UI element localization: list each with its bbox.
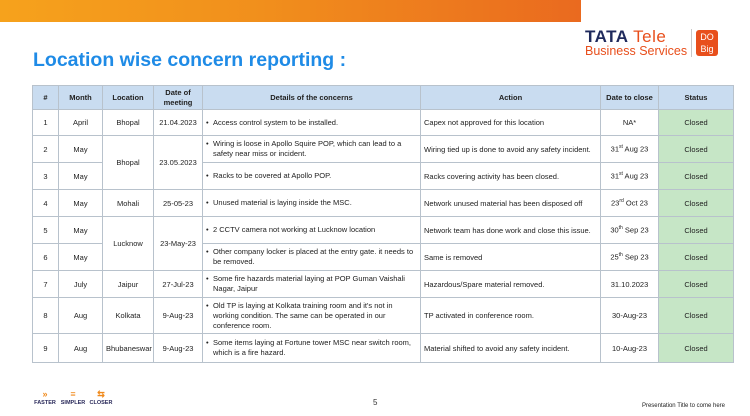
header-cell: Month <box>59 86 103 110</box>
status-cell: Closed <box>659 190 734 217</box>
concern-text: Old TP is laying at Kolkata training room and it's not in working condition. The same can be operated in our conference room. <box>213 300 393 330</box>
close-date-cell <box>601 163 659 190</box>
row-number: 9 <box>33 334 59 363</box>
stack-icon: ≡ <box>70 389 76 399</box>
logo-brand-tata: TATA <box>585 27 628 46</box>
month-cell: Aug <box>59 334 103 363</box>
footer-faster-label: FASTER <box>34 400 56 406</box>
location-cell: Bhubaneswar <box>103 334 154 363</box>
action-cell: Material shifted to avoid any safety incident. <box>421 334 601 363</box>
dobig-badge-line-2: Big <box>700 44 714 54</box>
action-cell: Capex not approved for this location <box>421 110 601 136</box>
double-chevron-icon: » <box>42 389 48 399</box>
bullet-icon: • <box>206 300 209 310</box>
month-cell: May <box>59 244 103 271</box>
close-date-suffix: th <box>618 225 623 232</box>
concern-text: Some items laying at Fortune tower MSC near switch room, which is a fire hazard. <box>213 338 411 357</box>
close-date-day: 31 <box>610 171 619 181</box>
close-date-suffix: th <box>618 252 623 259</box>
action-cell: Network team has done work and close this issue. <box>421 217 601 244</box>
concern-cell <box>203 217 421 244</box>
header-cell: # <box>33 86 59 110</box>
status-cell: Closed <box>659 136 734 163</box>
tata-tele-logo <box>585 27 725 59</box>
bullet-icon: • <box>206 139 209 148</box>
close-date-cell <box>601 136 659 163</box>
action-cell: Same is removed <box>421 244 601 271</box>
table-header-row <box>33 86 734 110</box>
month-cell: May <box>59 163 103 190</box>
action-cell: Wiring tied up is done to avoid any safety incident. <box>421 136 601 163</box>
close-date-cell: 10-Aug-23 <box>601 334 659 363</box>
meeting-date-cell: 9-Aug-23 <box>154 334 203 363</box>
month-cell: Aug <box>59 298 103 334</box>
close-date-month: Aug 23 <box>622 171 649 181</box>
header-cell: Date to close <box>601 86 659 110</box>
concern-cell <box>203 244 421 271</box>
close-date-cell <box>601 244 659 271</box>
action-cell: Hazardous/Spare material removed. <box>421 271 601 298</box>
footer-faster <box>30 390 60 406</box>
bullet-icon: • <box>206 171 209 180</box>
location-cell: Bhopal <box>103 136 154 190</box>
bullet-icon: • <box>206 198 209 207</box>
concern-text: 2 CCTV camera not working at Lucknow location <box>213 225 376 234</box>
row-number: 3 <box>33 163 59 190</box>
row-number: 2 <box>33 136 59 163</box>
row-number: 8 <box>33 298 59 334</box>
row-number: 4 <box>33 190 59 217</box>
concern-text: Other company locker is placed at the entry gate. it needs to be removed. <box>213 247 414 266</box>
status-cell: Closed <box>659 217 734 244</box>
header-cell: Location <box>103 86 154 110</box>
bullet-icon: • <box>206 274 209 283</box>
bullet-icon: • <box>206 247 209 256</box>
concern-cell <box>203 136 421 163</box>
month-cell: May <box>59 190 103 217</box>
dobig-badge <box>696 30 718 56</box>
meeting-date-cell: 21.04.2023 <box>154 110 203 136</box>
page-number: 5 <box>373 398 378 407</box>
row-number: 7 <box>33 271 59 298</box>
concern-cell <box>203 110 421 136</box>
concern-text: Some fire hazards material laying at POP Guman Vaishali Nagar, Jaipur <box>213 274 405 293</box>
row-number: 6 <box>33 244 59 271</box>
month-cell: April <box>59 110 103 136</box>
concern-cell <box>203 298 421 334</box>
logo-subtitle: Business Services <box>585 44 688 58</box>
handshake-icon: ⇆ <box>97 389 105 399</box>
footer-simpler <box>58 390 88 406</box>
dobig-badge-line-1: DO <box>700 32 714 42</box>
concern-text: Access control system to be installed. <box>213 117 339 127</box>
close-date-suffix: rd <box>619 198 624 205</box>
status-cell: Closed <box>659 244 734 271</box>
concern-cell <box>203 163 421 190</box>
concern-cell <box>203 190 421 217</box>
meeting-date-cell: 25-05-23 <box>154 190 203 217</box>
close-date-cell <box>601 217 659 244</box>
close-date-cell: 30-Aug-23 <box>601 298 659 334</box>
row-number: 1 <box>33 110 59 136</box>
page-title: Location wise concern reporting : <box>33 49 347 71</box>
meeting-date-cell: 9-Aug-23 <box>154 298 203 334</box>
concern-table <box>32 85 734 363</box>
bullet-icon: • <box>206 338 209 347</box>
table-row <box>33 190 734 217</box>
month-cell: May <box>59 217 103 244</box>
concern-cell <box>203 334 421 363</box>
close-date-month: Sep 23 <box>622 252 649 262</box>
table-row <box>33 110 734 136</box>
close-date-month: Aug 23 <box>622 144 649 154</box>
close-date-day: 25 <box>610 252 619 262</box>
action-cell: TP activated in conference room. <box>421 298 601 334</box>
close-date-cell: NA* <box>601 110 659 136</box>
header-cell: Date of meeting <box>154 86 203 110</box>
presentation-title: Presentation Title to come here <box>641 403 725 409</box>
logo-brand-tele: Tele <box>633 27 667 46</box>
meeting-date-cell: 23-May-23 <box>154 217 203 271</box>
location-cell: Bhopal <box>103 110 154 136</box>
action-cell: Racks covering activity has been closed. <box>421 163 601 190</box>
concern-text: Wiring is loose in Apollo Squire POP, which can lead to a safety near miss or incident. <box>213 139 402 158</box>
close-date-cell: 31.10.2023 <box>601 271 659 298</box>
month-cell: July <box>59 271 103 298</box>
close-date-day: 31 <box>610 144 619 154</box>
logo-divider <box>691 29 692 57</box>
table-row <box>33 298 734 334</box>
status-cell: Closed <box>659 334 734 363</box>
table-row <box>33 334 734 363</box>
month-cell: May <box>59 136 103 163</box>
top-accent-bar <box>0 0 581 22</box>
footer-closer <box>86 390 116 406</box>
status-cell: Closed <box>659 298 734 334</box>
close-date-day: 23 <box>611 198 620 208</box>
header-cell: Details of the concerns <box>203 86 421 110</box>
close-date-day: 30 <box>610 225 619 235</box>
meeting-date-cell: 23.05.2023 <box>154 136 203 190</box>
meeting-date-cell: 27-Jul-23 <box>154 271 203 298</box>
row-number: 5 <box>33 217 59 244</box>
close-date-month: Oct 23 <box>623 198 648 208</box>
footer-simpler-label: SIMPLER <box>60 400 86 406</box>
status-cell: Closed <box>659 271 734 298</box>
close-date-suffix: st <box>619 144 623 151</box>
close-date-cell <box>601 190 659 217</box>
location-cell: Kolkata <box>103 298 154 334</box>
location-cell: Mohali <box>103 190 154 217</box>
concern-text: Racks to be covered at Apollo POP. <box>213 171 332 180</box>
action-cell: Network unused material has been disposed off <box>421 190 601 217</box>
location-cell: Lucknow <box>103 217 154 271</box>
table-row <box>33 217 734 244</box>
header-cell: Status <box>659 86 734 110</box>
location-cell: Jaipur <box>103 271 154 298</box>
table-row <box>33 136 734 163</box>
footer-closer-label: CLOSER <box>89 400 113 406</box>
table-row <box>33 271 734 298</box>
concern-cell <box>203 271 421 298</box>
bullet-icon: • <box>206 117 209 127</box>
concern-text: Unused material is laying inside the MSC. <box>213 198 352 207</box>
bullet-icon: • <box>206 225 209 234</box>
close-date-suffix: st <box>619 171 623 178</box>
close-date-month: Sep 23 <box>622 225 649 235</box>
status-cell: Closed <box>659 163 734 190</box>
header-cell: Action <box>421 86 601 110</box>
status-cell: Closed <box>659 110 734 136</box>
